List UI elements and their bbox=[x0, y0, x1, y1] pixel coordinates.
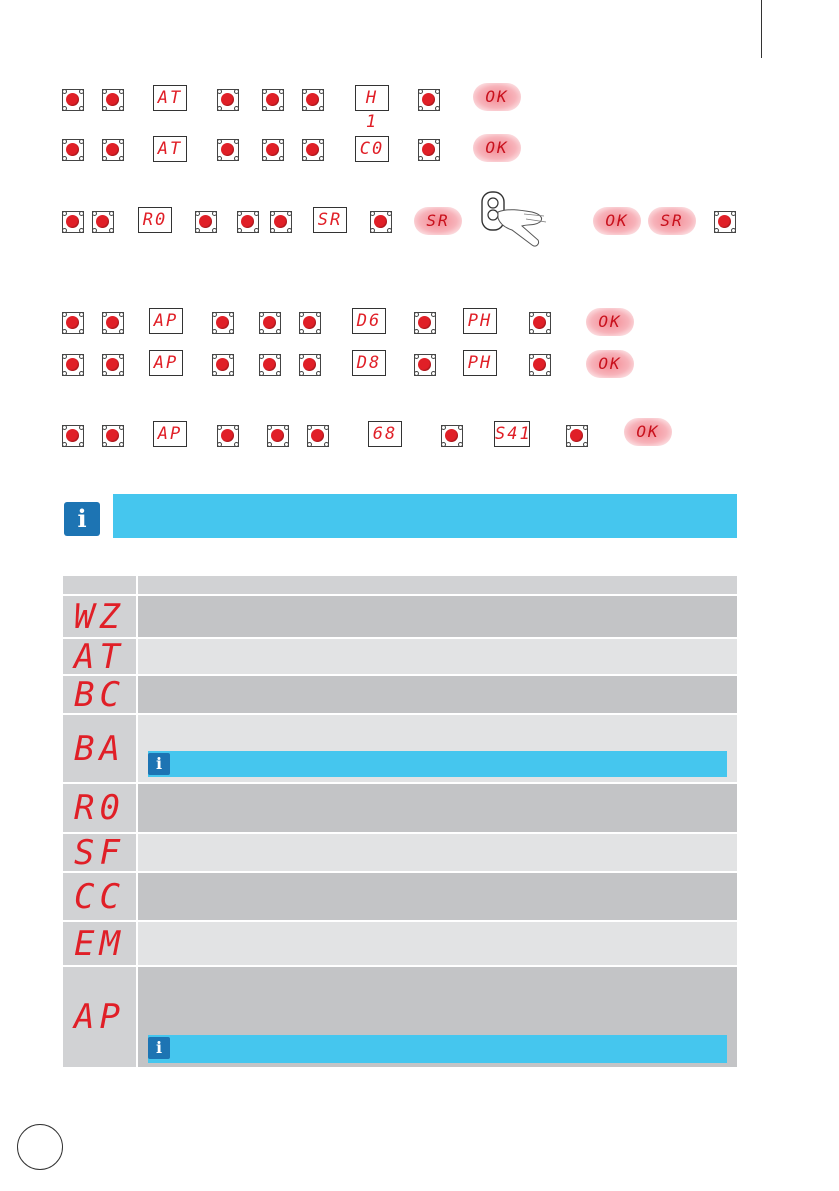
glowing-ok-display: OK bbox=[593, 207, 641, 235]
info-banner bbox=[113, 494, 737, 538]
push-button-icon bbox=[102, 89, 124, 111]
push-button-icon bbox=[195, 211, 217, 233]
display-code-cell: BA bbox=[63, 715, 136, 782]
display-code: AP bbox=[149, 308, 183, 334]
push-button-icon bbox=[270, 211, 292, 233]
display-code-cell: AT bbox=[63, 639, 136, 674]
glowing-sr-display: SR bbox=[414, 207, 462, 235]
push-button-icon bbox=[441, 425, 463, 447]
push-button-icon bbox=[217, 425, 239, 447]
description-cell bbox=[138, 639, 737, 674]
glowing-ok-display: OK bbox=[473, 83, 521, 111]
push-button-icon bbox=[414, 354, 436, 376]
display-code: AP bbox=[149, 350, 183, 376]
display-code: AP bbox=[153, 421, 187, 447]
push-button-icon bbox=[217, 139, 239, 161]
push-button-icon bbox=[566, 425, 588, 447]
page-number-circle bbox=[17, 1124, 63, 1170]
description-cell bbox=[138, 596, 737, 637]
push-button-icon bbox=[529, 312, 551, 334]
display-code-cell: AP bbox=[63, 967, 136, 1067]
push-button-icon bbox=[267, 425, 289, 447]
description-cell bbox=[138, 922, 737, 965]
push-button-icon bbox=[529, 354, 551, 376]
info-note bbox=[148, 1035, 727, 1063]
push-button-icon bbox=[299, 312, 321, 334]
push-button-icon bbox=[237, 211, 259, 233]
push-button-icon bbox=[418, 89, 440, 111]
display-code-cell: EM bbox=[63, 922, 136, 965]
description-cell bbox=[138, 784, 737, 832]
table-row bbox=[63, 873, 737, 920]
table-row bbox=[63, 922, 737, 965]
display-code-cell: WZ bbox=[63, 596, 136, 637]
display-code: H 1 bbox=[355, 85, 389, 111]
push-button-icon bbox=[217, 89, 239, 111]
display-code: D6 bbox=[352, 308, 386, 334]
display-code: PH bbox=[463, 350, 497, 376]
push-button-icon bbox=[307, 425, 329, 447]
push-button-icon bbox=[259, 312, 281, 334]
display-code-cell: R0 bbox=[63, 784, 136, 832]
display-code: R0 bbox=[138, 207, 172, 233]
description-cell bbox=[138, 873, 737, 920]
info-icon: i bbox=[148, 753, 170, 775]
push-button-icon bbox=[212, 312, 234, 334]
push-button-icon bbox=[370, 211, 392, 233]
info-note bbox=[148, 751, 727, 777]
display-code: S41 bbox=[494, 421, 530, 447]
push-button-icon bbox=[102, 139, 124, 161]
table-row bbox=[63, 636, 737, 677]
remote-control-icon bbox=[478, 190, 558, 250]
table-row bbox=[63, 596, 737, 637]
description-cell bbox=[138, 676, 737, 713]
push-button-icon bbox=[102, 354, 124, 376]
push-button-icon bbox=[102, 312, 124, 334]
push-button-icon bbox=[62, 89, 84, 111]
table-row bbox=[63, 967, 737, 1067]
description-cell bbox=[138, 715, 737, 782]
display-code-cell: CC bbox=[63, 873, 136, 920]
glowing-ok-display: OK bbox=[586, 308, 634, 336]
table-row bbox=[63, 784, 737, 832]
push-button-icon bbox=[212, 354, 234, 376]
push-button-icon bbox=[62, 139, 84, 161]
push-button-icon bbox=[62, 312, 84, 334]
description-cell bbox=[138, 967, 737, 1067]
push-button-icon bbox=[62, 211, 84, 233]
display-code: AT bbox=[153, 85, 187, 111]
glowing-ok-display: OK bbox=[586, 350, 634, 378]
table-row bbox=[63, 715, 737, 782]
description-cell bbox=[138, 834, 737, 871]
display-code: SR bbox=[313, 207, 347, 233]
display-code: PH bbox=[463, 308, 497, 334]
table-row bbox=[63, 834, 737, 871]
table-row bbox=[63, 676, 737, 713]
push-button-icon bbox=[714, 211, 736, 233]
push-button-icon bbox=[414, 312, 436, 334]
push-button-icon bbox=[299, 354, 321, 376]
glowing-sr-display: SR bbox=[648, 207, 696, 235]
display-code: 68 bbox=[368, 421, 402, 447]
display-code: C0 bbox=[355, 136, 389, 162]
push-button-icon bbox=[102, 425, 124, 447]
display-code-cell: BC bbox=[63, 676, 136, 713]
push-button-icon bbox=[62, 425, 84, 447]
glowing-ok-display: OK bbox=[624, 418, 672, 446]
push-button-icon bbox=[92, 211, 114, 233]
display-code: AT bbox=[153, 136, 187, 162]
push-button-icon bbox=[302, 139, 324, 161]
info-icon: i bbox=[148, 1037, 170, 1059]
push-button-icon bbox=[62, 354, 84, 376]
glowing-ok-display: OK bbox=[473, 134, 521, 162]
push-button-icon bbox=[418, 139, 440, 161]
table-header bbox=[63, 576, 737, 594]
info-icon: i bbox=[64, 502, 100, 536]
display-code: D8 bbox=[352, 350, 386, 376]
push-button-icon bbox=[262, 139, 284, 161]
push-button-icon bbox=[262, 89, 284, 111]
display-code-cell: SF bbox=[63, 834, 136, 871]
push-button-icon bbox=[302, 89, 324, 111]
push-button-icon bbox=[259, 354, 281, 376]
